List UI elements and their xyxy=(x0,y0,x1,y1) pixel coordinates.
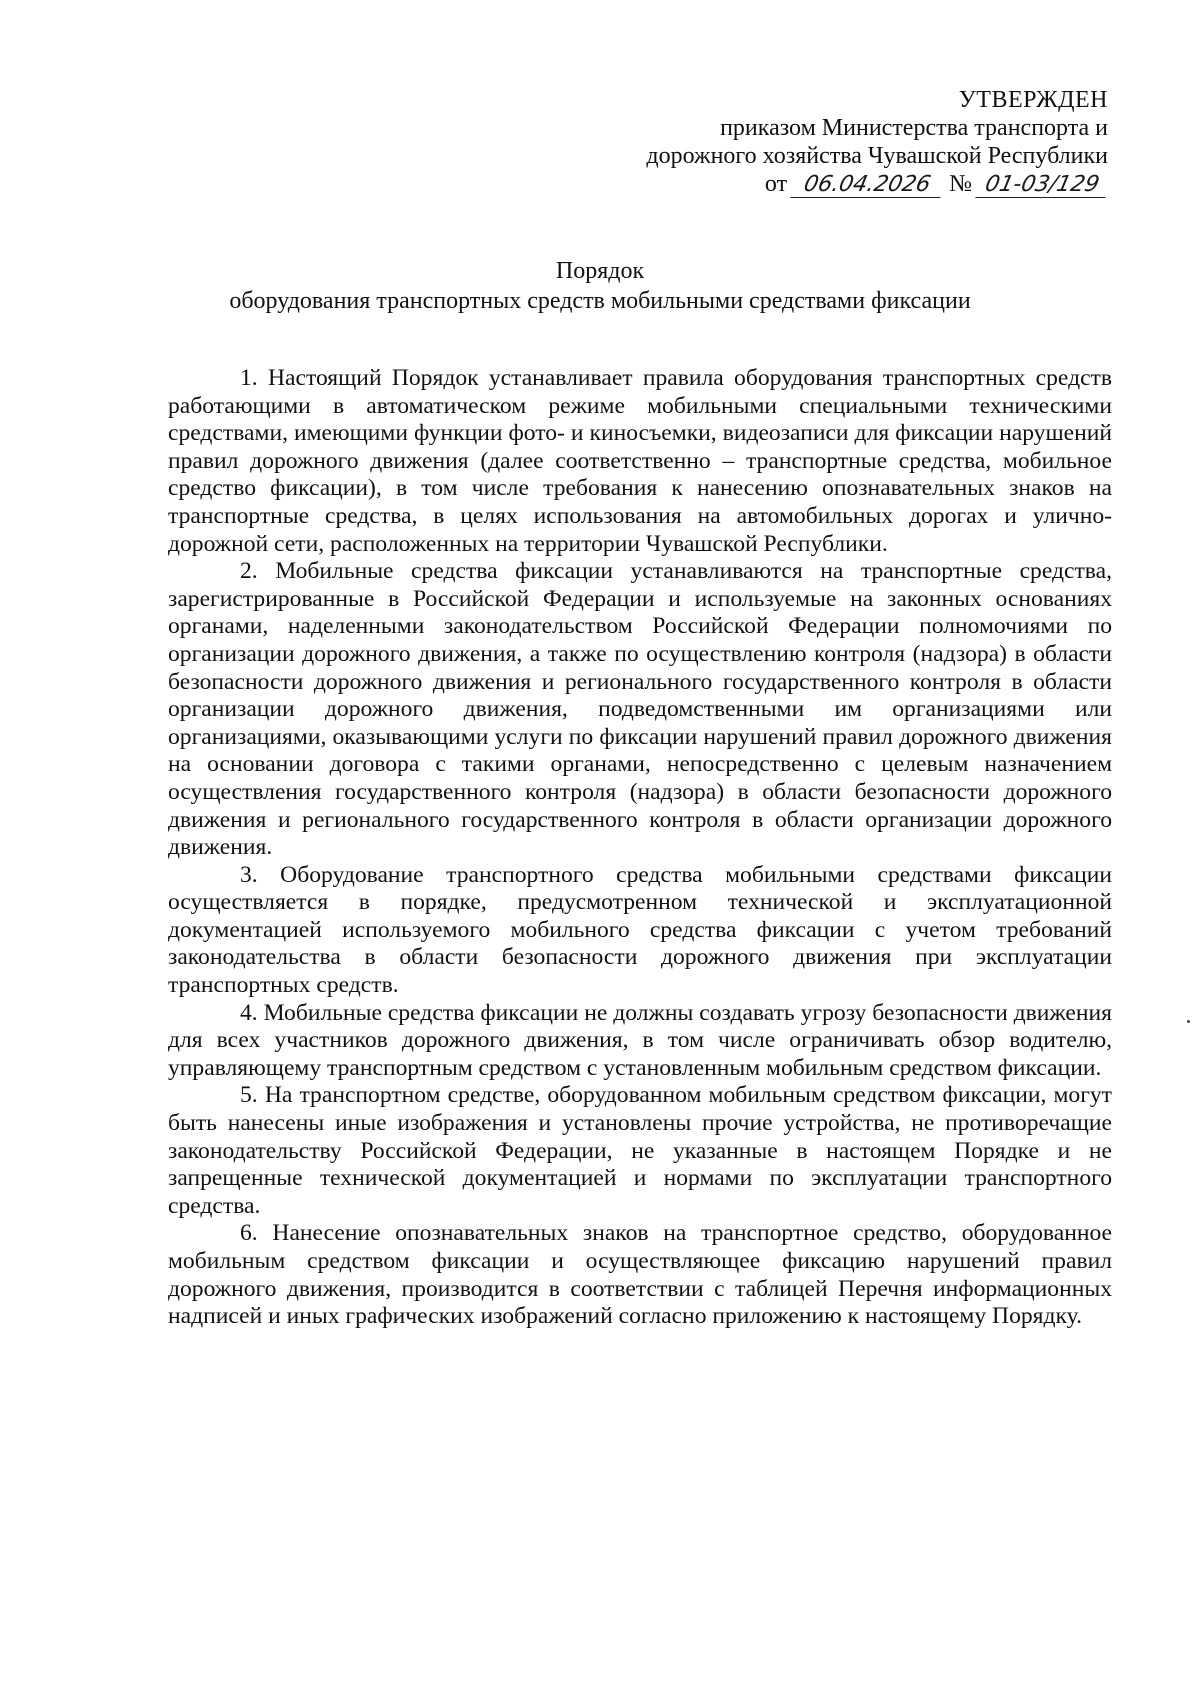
paragraph-4: 4. Мобильные средства фиксации не должны создавать угрозу безопасности движения для всех участников дорожного движения, в том числе ограничивать обзор водителю, управляющему транспортным средством с установленным мобильным средством фиксации. xyxy=(168,999,1112,1081)
document-body xyxy=(168,365,1112,1331)
approval-line-1: приказом Министерства транспорта и xyxy=(720,115,1108,141)
paragraph-1: 1. Настоящий Порядок устанавливает правила оборудования транспортных средств работающими в автоматическом режиме мобильными специальными техническими средствами, имеющими функции фото- и киносъемки, видеозаписи для фиксации нарушений правил дорожного движения (далее соответственно – транспортные средства, мобильное средство фиксации), в том числе требования к нанесению опознавательных знаков на транспортные средства, в целях использования на автомобильных дорогах и улично-дорожной сети, расположенных на территории Чувашской Республики. xyxy=(168,365,1112,557)
approval-line-2: дорожного хозяйства Чувашской Республики xyxy=(646,143,1108,169)
paragraph-2: 2. Мобильные средства фиксации устанавливаются на транспортные средства, зарегистрированные в Российской Федерации и используемые на законных основаниях органами, наделенными законодательством Российской Федерации полномочиями по организации дорожного движения, а также по осуществлению контроля (надзора) в области безопасности дорожного движения и регионального государственного контроля в области организации дорожного движения, подведомственными им организациями или организациями, оказывающими услуги по фиксации нарушений правил дорожного движения на основании договора с такими органами, непосредственно с целевым назначением осуществления государственного контроля (надзора) в области безопасности дорожного движения и регионального государственного контроля в области организации дорожного движения. xyxy=(168,558,1112,861)
date-prefix: от xyxy=(764,171,788,197)
approval-order-line xyxy=(548,170,1108,198)
handwritten-order-number: 01-03/129 xyxy=(975,173,1110,198)
paragraph-6: 6. Нанесение опознавательных знаков на транспортное средство, оборудованное мобильным средством фиксации и осуществляющее фиксацию нарушений правил дорожного движения, производится в соответствии с таблицей Перечня информационных надписей и иных графических изображений согласно приложению к настоящему Порядку. xyxy=(168,1220,1112,1330)
paragraph-5: 5. На транспортном средстве, оборудованном мобильным средством фиксации, могут быть нанесены иные изображения и установлены прочие устройства, не противоречащие законодательству Российской Федерации, не указанные в настоящем Порядке и не запрещенные технической документацией и нормами по эксплуатации транспортного средства. xyxy=(168,1082,1112,1219)
scan-speck xyxy=(1187,1020,1190,1023)
handwritten-date: 06.04.2026 xyxy=(790,173,945,198)
paragraph-3: 3. Оборудование транспортного средства мобильными средствами фиксации осуществляется в порядке, предусмотренном технической и эксплуатационной документацией используемого мобильного средства фиксации с учетом требований законодательства в области безопасности дорожного движения при эксплуатации транспортных средств. xyxy=(168,861,1112,999)
document-subtitle: оборудования транспортных средств мобильными средствами фиксации xyxy=(229,288,971,314)
document-heading xyxy=(120,256,1080,316)
number-prefix: № xyxy=(949,171,972,197)
document-title: Порядок xyxy=(555,258,645,284)
approval-title: УТВЕРЖДЕН xyxy=(958,87,1108,113)
approval-stamp-block xyxy=(548,86,1108,198)
